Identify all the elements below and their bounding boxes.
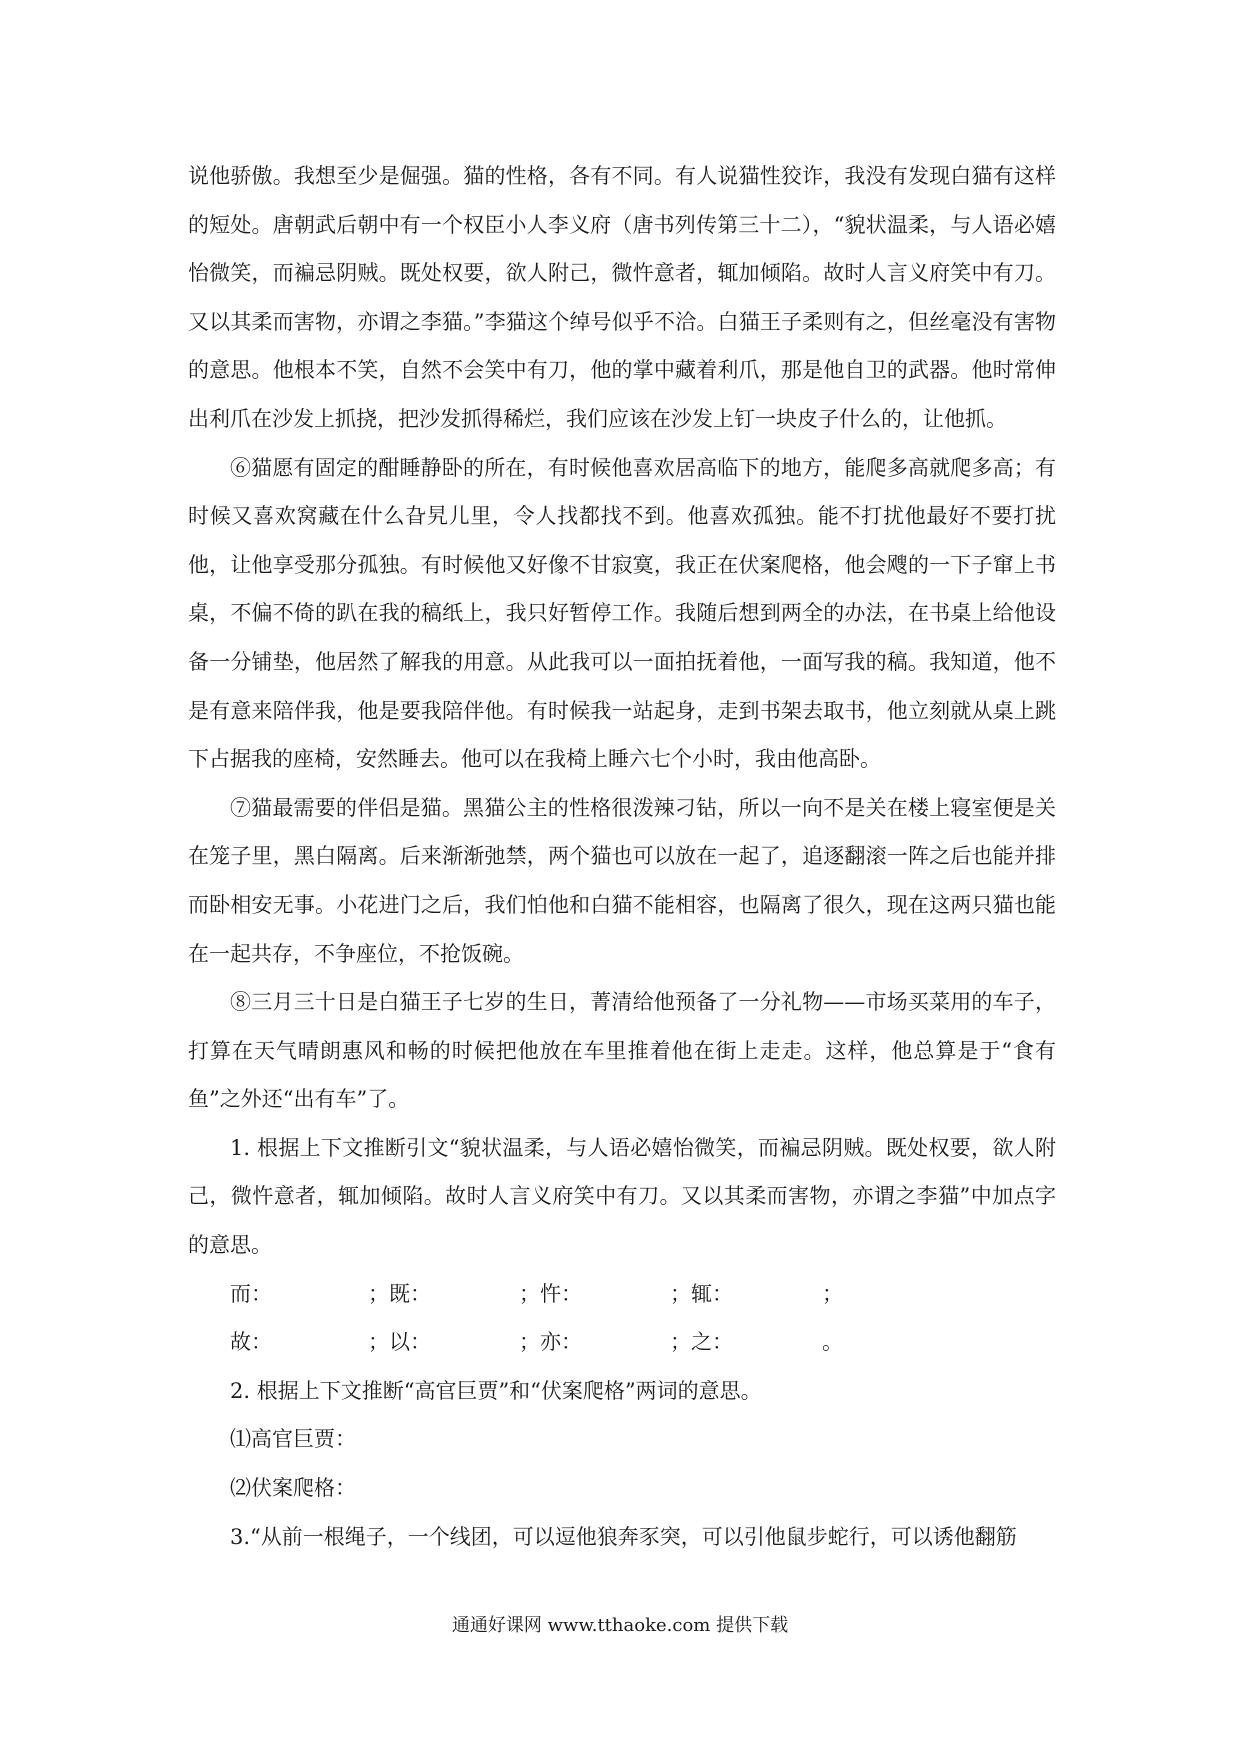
question-1: 1. 根据上下文推断引文“貌状温柔，与人语必嬉怡微笑，而褊忌阴贼。既处权要，欲人附己，微忤意者，辄加倾陷。故时人言义府笑中有刀。又以其柔而害物，亦谓之李猫”中加点字的意思。 [188,1135,1056,1258]
question-2-part-1: ⑴高官巨贾： [230,1427,356,1452]
blank-label: ； [822,1281,843,1306]
paragraph-7: ⑦猫最需要的伴侣是猫。黑猫公主的性格很泼辣刁钻，所以一向不是关在楼上寝室便是关在笼子里，黑白隔离。后来渐渐弛禁，两个猫也可以放在一起了，追逐翻滚一阵之后也能并排而卧相安无事。小花进门之后，我们怕他和白猫不能相容，也隔离了很久，现在这两只猫也能在一起共存，不争座位，不抢饭碗。 [188,795,1056,966]
page-footer: 通通好课网 www.tthaoke.com 提供下载 [451,1615,789,1636]
blank-label: ；忤： [519,1281,582,1306]
question-3: 3.“从前一根绳子，一个线团，可以逗他狼奔豕突，可以引他鼠步蛇行，可以诱他翻筋 [230,1524,1017,1549]
paragraph-6: ⑥猫愿有固定的酣睡静卧的所在，有时候他喜欢居高临下的地方，能爬多高就爬多高；有时候又喜欢窝藏在什么旮旯儿里，令人找都找不到。他喜欢孤独。能不打扰他最好不要打扰他，让他享受那分孤独。有时候他又好像不甘寂寞，我正在伏案爬格，他会飕的一下子窜上书桌，不偏不倚的趴在我的稿纸上，我只好暂停工作。我随后想到两全的办法，在书桌上给他设备一分铺垫，他居然了解我的用意。从此我可以一面拍抚着他，一面写我的稿。我知道，他不是有意来陪伴我，他是要我陪伴他。有时候我一站起身，走到书架去取书，他立刻就从桌上跳下占据我的座椅，安然睡去。他可以在我椅上睡六七个小时，我由他高卧。 [188,455,1056,772]
question-2: 2. 根据上下文推断“高官巨贾”和“伏案爬格”两词的意思。 [230,1378,762,1403]
text-block [188,152,1056,1561]
blank-label: ；既： [368,1281,431,1306]
paragraph-8: ⑧三月三十日是白猫王子七岁的生日，菁清给他预备了一分礼物——市场买菜用的车子，打算在天气晴朗惠风和畅的时候把他放在车里推着他在街上走走。这样，他总算是于“食有鱼”之外还“出有车”了。 [188,990,1056,1112]
question-1-answer-row-2 [188,1318,1056,1367]
paragraph-continued: 说他骄傲。我想至少是倔强。猫的性格，各有不同。有人说猫性狡诈，我没有发现白猫有这样的短处。唐朝武后朝中有一个权臣小人李义府（唐书列传第三十二），“貌状温柔，与人语必嬉怡微笑，而褊忌阴贼。既处权要，欲人附己，微忤意者，辄加倾陷。故时人言义府笑中有刀。又以其柔而害物，亦谓之李猫。”李猫这个绰号似乎不洽。白猫王子柔则有之，但丝毫没有害物的意思。他根本不笑，自然不会笑中有刀，他的掌中藏着利爪，那是他自卫的武器。他时常伸出利爪在沙发上抓挠，把沙发抓得稀烂，我们应该在沙发上钉一块皮子什么的，让他抓。 [188,164,1056,431]
blank-label: ；以： [368,1330,431,1355]
question-1-answer-row-1 [188,1270,1056,1319]
blank-label: ；亦： [519,1330,582,1355]
blank-label: ；之： [670,1330,733,1355]
blank-label: 而： [230,1281,272,1306]
blank-label: 。 [822,1330,843,1355]
question-2-part-2: ⑵伏案爬格： [230,1476,356,1501]
blank-label: ；辄： [670,1281,733,1306]
blank-label: 故： [230,1330,272,1355]
